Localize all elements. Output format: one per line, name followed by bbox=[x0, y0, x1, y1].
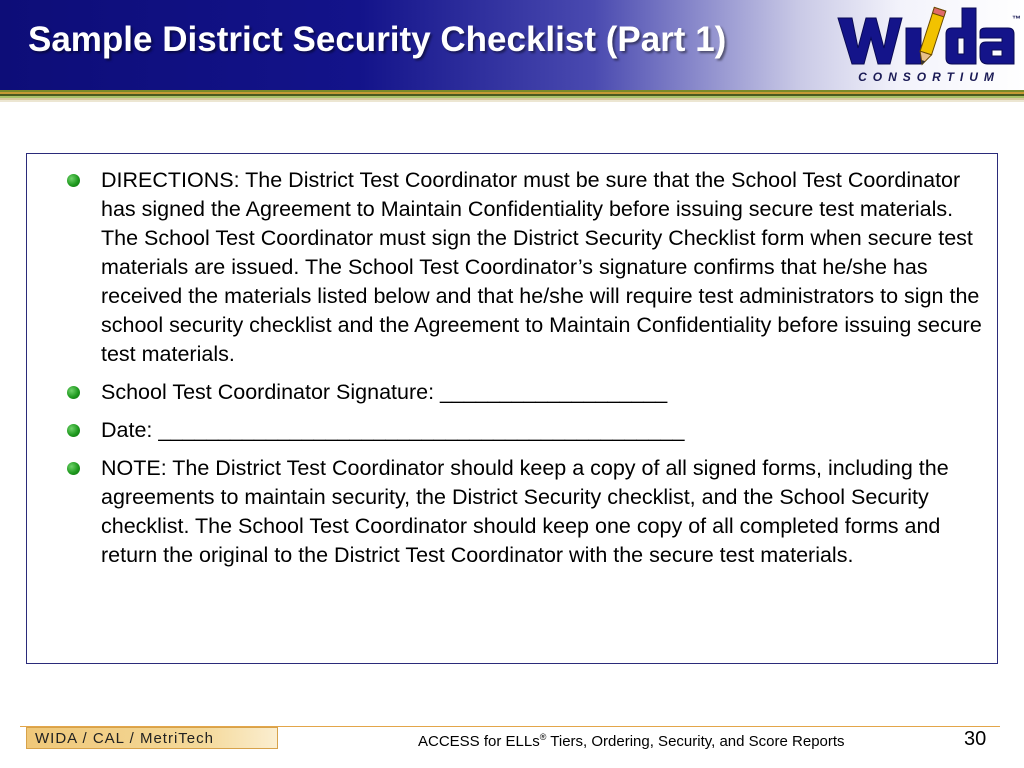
wida-logo-letters-graphic bbox=[834, 4, 1024, 70]
green-bullet-icon bbox=[67, 386, 80, 399]
green-bullet-icon bbox=[67, 462, 80, 475]
trademark-symbol: ™ bbox=[1012, 14, 1021, 24]
bullet-signature bbox=[67, 378, 987, 407]
registered-mark: ® bbox=[539, 732, 547, 742]
header-stripes bbox=[0, 90, 1024, 102]
slide-title: Sample District Security Checklist (Part 1) bbox=[28, 20, 727, 59]
green-bullet-icon bbox=[67, 174, 80, 187]
bullet-text: Date: ____________________________________________ bbox=[101, 418, 685, 442]
bullet-date bbox=[67, 416, 987, 445]
footer-org-label: WIDA / CAL / MetriTech bbox=[26, 727, 278, 749]
bullet-list bbox=[67, 166, 987, 579]
page-number: 30 bbox=[964, 728, 987, 750]
content-box bbox=[26, 153, 998, 664]
wida-logo bbox=[834, 4, 1024, 88]
footer-title-prefix: ACCESS for ELLs bbox=[418, 733, 540, 750]
bullet-text: DIRECTIONS: The District Test Coordinator must be sure that the School Test Coordinator has signed the Agreement to Maintain Confidentiality before issuing secure test materials. The School Test Coordinator must sign the District Security Checklist form when secure test materials are issued. The School Test Coordinator’s signature confirms that he/she has received the materials listed below and that he/she will require test administrators to sign the school security checklist and the Agreement to Maintain Confidentiality before issuing secure test materials. bbox=[101, 168, 982, 366]
bullet-note bbox=[67, 454, 987, 570]
footer-presentation-title bbox=[418, 732, 845, 750]
bullet-directions bbox=[67, 166, 987, 369]
footer-title-suffix: Tiers, Ordering, Security, and Score Reports bbox=[546, 733, 845, 750]
bullet-text: NOTE: The District Test Coordinator should keep a copy of all signed forms, including the agreements to maintain security, the District Security checklist, and the School Security checklist. The School Test Coordinator should keep one copy of all completed forms and return the original to the District Test Coordinator with the secure test materials. bbox=[101, 456, 949, 567]
bullet-text: School Test Coordinator Signature: ___________________ bbox=[101, 380, 668, 404]
logo-subtitle: CONSORTIUM bbox=[858, 70, 1000, 84]
green-bullet-icon bbox=[67, 424, 80, 437]
